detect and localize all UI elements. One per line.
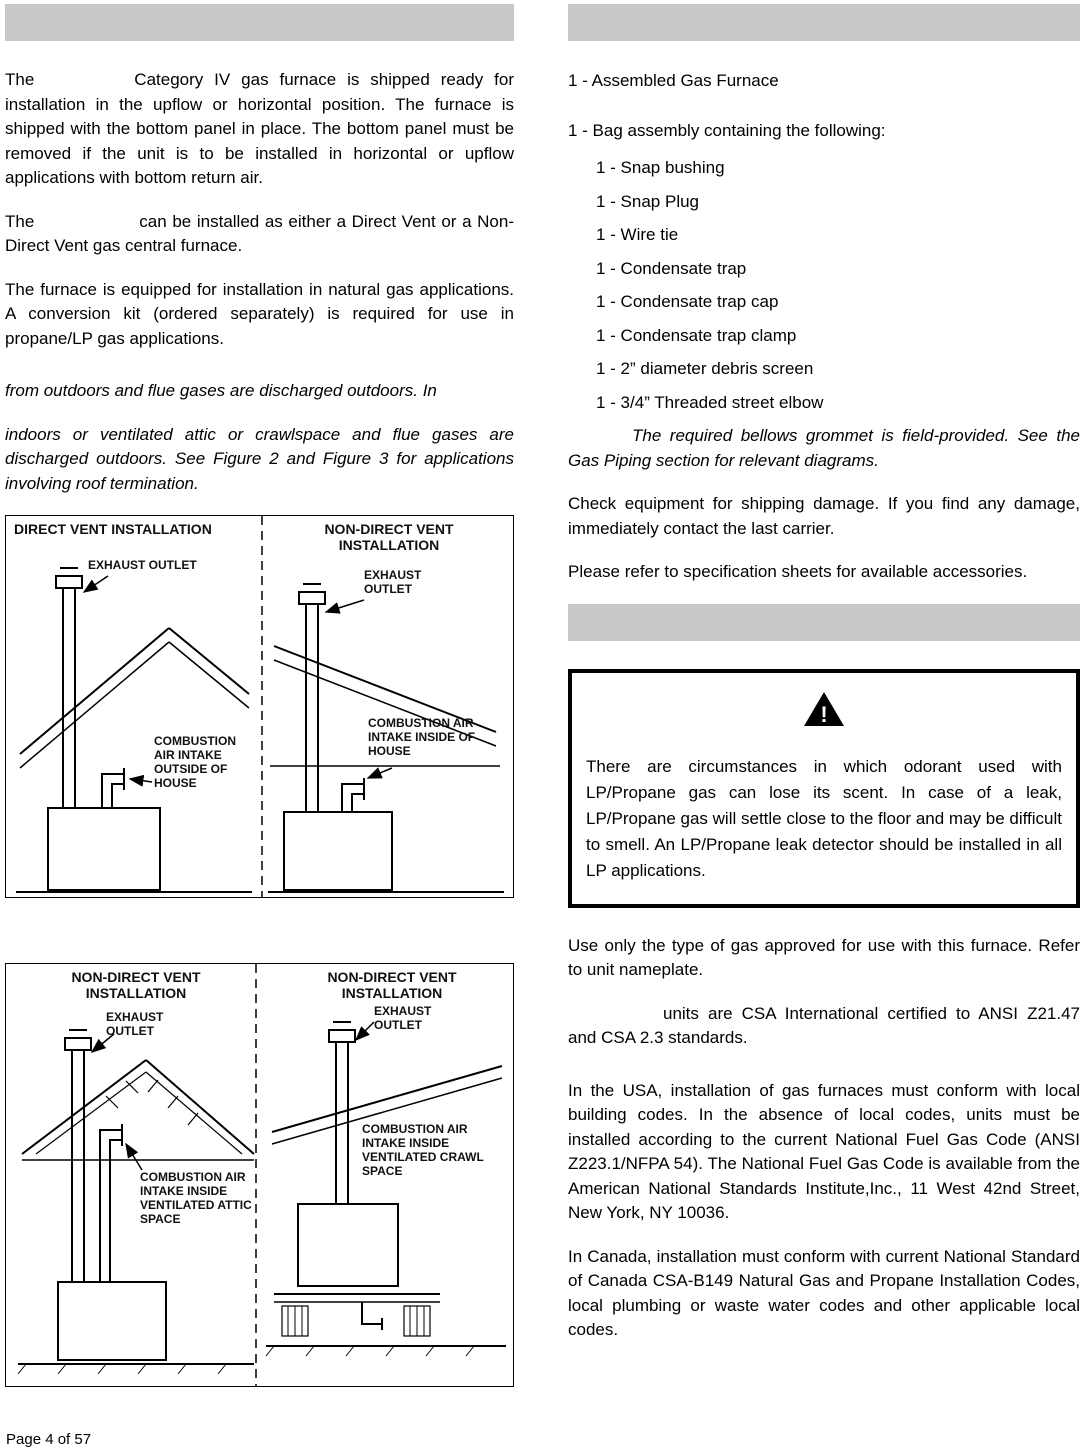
figure2-left-intake-label: COMBUSTION AIR INTAKE INSIDE VENTILATED ATTIC SPACE bbox=[140, 1170, 252, 1226]
right-section-header-bar bbox=[568, 4, 1080, 41]
parts-sub-item: 1 - Condensate trap bbox=[596, 258, 747, 278]
figure2-left-title: NON-DIRECT VENT INSTALLATION bbox=[71, 969, 201, 1001]
figure1-left-title: DIRECT VENT INSTALLATION bbox=[14, 521, 212, 537]
right-section-header-bar-2 bbox=[568, 604, 1080, 641]
warning-icon bbox=[803, 691, 845, 727]
figure2-left-exhaust-label: EXHAUST OUTLET bbox=[106, 1010, 164, 1038]
figure2-right-title: NON-DIRECT VENT INSTALLATION bbox=[327, 969, 457, 1001]
paragraph-csa-certified bbox=[568, 1002, 1080, 1051]
lp-odorant-warning-box bbox=[568, 669, 1080, 908]
paragraph-indoor-flue: indoors or ventilated attic or crawlspace and flue gases are discharged outdoors. See Figure 2 and Figure 3 for applications involving roof termination. bbox=[5, 424, 514, 493]
paragraph-gas-type: Use only the type of gas approved for use with this furnace. Refer to unit nameplate. bbox=[568, 935, 1080, 979]
paragraph-shipping-post: Category IV gas furnace is shipped ready for installation in the upflow or horizontal position. The furnace is shipped with the bottom panel in place. The bottom panel must be removed if the unit is to be installed in horizontal or upflow applications with bottom return air. bbox=[5, 70, 514, 187]
warning-text: There are circumstances in which odorant used with LP/Propane gas can lose its scent. In case of a leak, LP/Propane gas will settle close to the floor and may be difficult to smell. An LP/Propane leak detector should be installed in all LP applications. bbox=[586, 756, 1062, 880]
parts-sub-item: 1 - Condensate trap clamp bbox=[596, 325, 797, 345]
redacted-gap bbox=[568, 1018, 663, 1019]
parts-sub-item: 1 - Snap Plug bbox=[596, 191, 700, 211]
figure2-right-intake-label: COMBUSTION AIR INTAKE INSIDE VENTILATED CRAWL SPACE bbox=[362, 1122, 484, 1178]
parts-sub-item: 1 - Snap bushing bbox=[596, 158, 725, 177]
figure1-left-intake-label: COMBUSTION AIR INTAKE OUTSIDE OF HOUSE bbox=[154, 734, 236, 790]
warning-icon-row bbox=[586, 691, 1062, 732]
paragraph-outdoor-flue: from outdoors and flue gases are discharged outdoors. In bbox=[5, 381, 437, 400]
parts-list-line2: 1 - Bag assembly containing the following: bbox=[568, 120, 886, 140]
left-section-header-bar bbox=[5, 4, 514, 41]
paragraph-gas-applications: The furnace is equipped for installation in natural gas applications. A conversion kit (ordered separately) is required for use in propane/LP gas applications. bbox=[5, 279, 514, 348]
parts-sub-item: 1 - 2” diameter debris screen bbox=[596, 359, 814, 378]
figure-2-vent-installation bbox=[5, 963, 514, 1387]
figure1-right-title: NON-DIRECT VENT INSTALLATION bbox=[324, 521, 454, 553]
paragraph-vent-types bbox=[5, 210, 514, 259]
paragraph-bellows-note: The required bellows grommet is field-provided. See the Gas Piping section for relevant diagrams. bbox=[568, 426, 1080, 470]
redacted-gap bbox=[34, 226, 139, 227]
left-column bbox=[5, 4, 514, 1387]
paragraph-check-equipment: Check equipment for shipping damage. If you find any damage, immediately contact the last carrier. bbox=[568, 494, 1080, 538]
paragraph-spec-sheets: Please refer to specification sheets for available accessories. bbox=[568, 562, 1028, 581]
svg-text:!: ! bbox=[820, 701, 828, 727]
figure1-left-exhaust-label: EXHAUST OUTLET bbox=[88, 558, 197, 572]
redacted-gap bbox=[34, 84, 134, 85]
paragraph-canada-codes: In Canada, installation must conform with current National Standard of Canada CSA-B149 Natural Gas and Propane Installation Codes, local plumbing or waste water codes and other applicable local codes. bbox=[568, 1246, 1080, 1339]
parts-sub-item: 1 - Wire tie bbox=[596, 225, 679, 244]
parts-sub-list bbox=[568, 156, 1080, 415]
parts-list-line1: 1 - Assembled Gas Furnace bbox=[568, 71, 779, 90]
paragraph-shipping-pre: The bbox=[5, 70, 35, 89]
two-column-layout bbox=[5, 4, 1080, 1387]
paragraph-usa-codes: In the USA, installation of gas furnaces must conform with local building codes. In the absence of local codes, units must be installed according to the current National Fuel Gas Code (ANSI Z223.1/NFPA 54). The National Fuel Gas Code is available from the American National Standards Institute,Inc., 11 West 42nd Street, New York, NY 10036. bbox=[568, 1080, 1080, 1222]
figure2-right-exhaust-label: EXHAUST OUTLET bbox=[374, 1004, 432, 1032]
paragraph-shipping bbox=[5, 68, 514, 191]
paragraph-vent-types-pre: The bbox=[5, 211, 35, 231]
paragraph-csa-certified-text: units are CSA International certified to ANSI Z21.47 and CSA 2.3 standards. bbox=[568, 1003, 1080, 1047]
figure1-right-exhaust-label: EXHAUST OUTLET bbox=[364, 568, 422, 596]
figure1-right-intake-label: COMBUSTION AIR INTAKE INSIDE OF HOUSE bbox=[368, 716, 476, 758]
paragraph-vent-types-post: can be installed as either a Direct Vent or a Non-Direct Vent gas central furnace. bbox=[5, 211, 514, 255]
parts-sub-item: 1 - Condensate trap cap bbox=[596, 292, 779, 311]
parts-sub-item: 1 - 3/4” Threaded street elbow bbox=[596, 392, 824, 412]
right-column bbox=[568, 4, 1080, 1387]
page-number: Page 4 of 57 bbox=[6, 1431, 92, 1448]
figure-1-vent-installation bbox=[5, 515, 514, 898]
